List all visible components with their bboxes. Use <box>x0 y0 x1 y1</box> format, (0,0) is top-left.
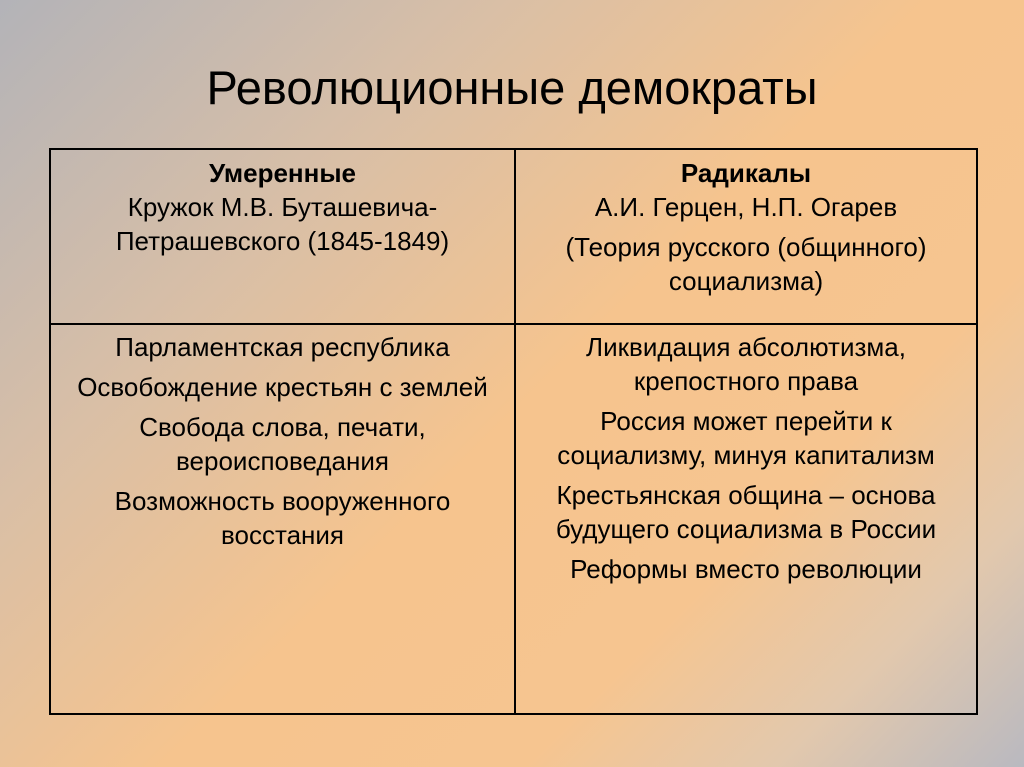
radical-point: Крестьянская община – основа будущего социализма в России <box>555 480 937 544</box>
moderate-header-cell <box>50 149 515 324</box>
radical-point: Реформы вместо революции <box>570 554 922 584</box>
radical-point: Ликвидация абсолютизма, крепостного права <box>586 332 906 396</box>
moderate-heading: Умеренные <box>209 158 356 188</box>
table-header-row <box>50 149 977 324</box>
radical-heading: Радикалы <box>680 158 812 188</box>
moderate-group: Кружок М.В. Буташевича-Петрашевского (1845-1849) <box>115 192 450 256</box>
radical-points-cell <box>515 324 977 714</box>
radical-point: Россия может перейти к социализму, минуя капитализм <box>557 406 935 470</box>
radical-header-cell <box>515 149 977 324</box>
radical-theory: (Теория русского (общинного) социализма) <box>565 232 927 296</box>
moderate-point: Свобода слова, печати, вероисповедания <box>139 412 426 476</box>
moderate-point: Возможность вооруженного восстания <box>114 486 451 550</box>
slide-title: Революционные демократы <box>206 61 818 114</box>
moderate-point: Освобождение крестьян с землей <box>77 372 488 402</box>
radical-group: А.И. Герцен, Н.П. Огарев <box>594 192 898 222</box>
table-body-row <box>50 324 977 714</box>
moderate-point: Парламентская республика <box>115 332 450 362</box>
moderate-points-cell <box>50 324 515 714</box>
comparison-table <box>49 148 978 715</box>
